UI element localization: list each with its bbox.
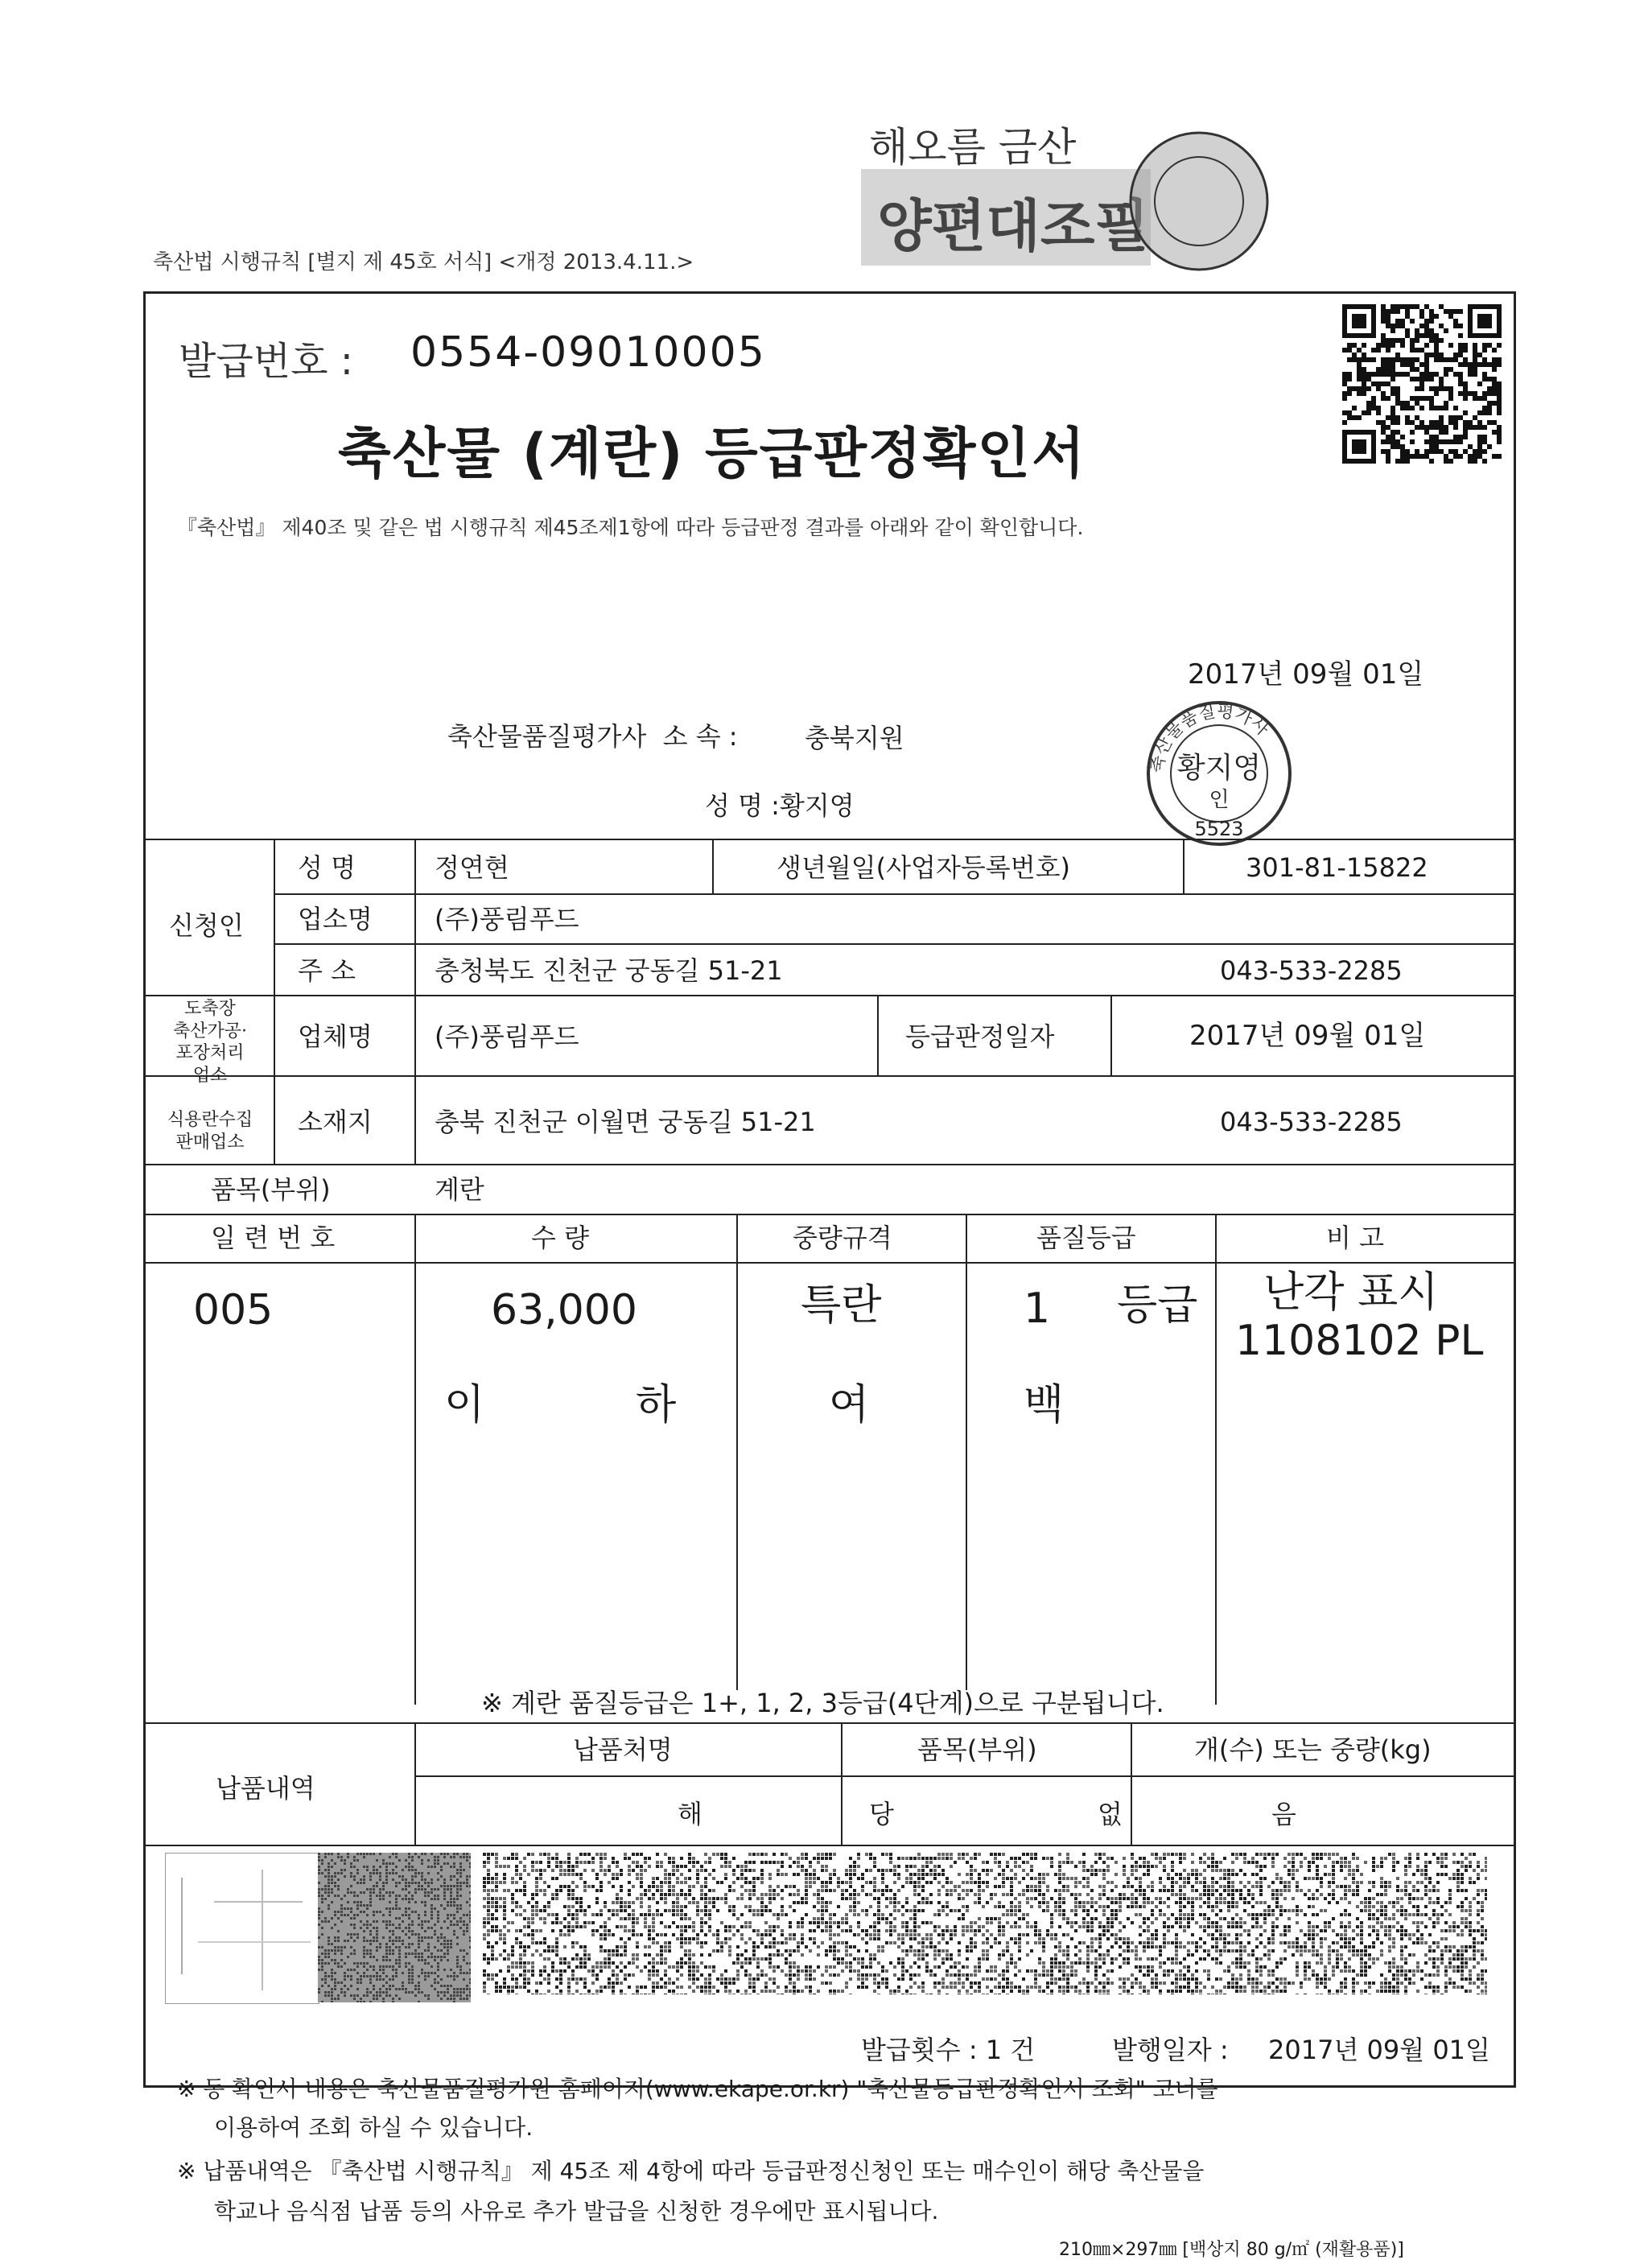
table-line — [1110, 995, 1112, 1075]
security-barcode — [318, 1853, 471, 2002]
grade-unit: 등급 — [1117, 1281, 1198, 1330]
issue-date: 2017년 09월 01일 — [1188, 658, 1424, 691]
paper-spec: 210㎜×297㎜ [백상지 80 g/㎡ (재활용품)] — [1059, 2240, 1404, 2260]
facility-label-line: 포장처리 — [175, 1043, 245, 1063]
form-reference: 축산법 시행규칙 [별지 제 45호 서식] <개정 2013.4.11.> — [153, 250, 694, 274]
top-stamp-line2: 양편대조필 — [877, 193, 1150, 259]
table-line — [877, 995, 879, 1075]
table-line — [274, 893, 1516, 895]
table-line — [143, 995, 1516, 996]
table-line — [414, 1722, 416, 1845]
delivery-fill-char: 당 — [869, 1799, 894, 1829]
fill-char: 여 — [829, 1381, 870, 1429]
business-name: (주)풍림푸드 — [435, 904, 579, 934]
top-stamp-line1: 해오름 금산 — [869, 124, 1077, 171]
table-line — [143, 1164, 1516, 1165]
item-label: 품목(부위) — [211, 1174, 331, 1205]
inspector-affiliation: 충북지원 — [805, 723, 904, 753]
fill-char: 하 — [636, 1381, 677, 1429]
table-line — [143, 1214, 1516, 1215]
fill-char: 이 — [444, 1381, 485, 1429]
delivery-label: 납품내역 — [216, 1773, 315, 1804]
qr-code — [1342, 304, 1502, 465]
delivery-header-amount: 개(수) 또는 중량(kg) — [1194, 1734, 1432, 1765]
security-noise-band — [483, 1853, 1487, 1994]
applicant-section-label: 신청인 — [169, 910, 244, 941]
footnote-1-line2: 이용하여 조회 하실 수 있습니다. — [214, 2114, 534, 2141]
table-line — [143, 1075, 1516, 1077]
table-line — [143, 1845, 1516, 1846]
business-label: 업소명 — [298, 904, 373, 934]
grade-number: 1 — [1024, 1285, 1051, 1333]
header-weight: 중량규격 — [793, 1223, 892, 1253]
birth-label: 생년월일(사업자등록번호) — [777, 852, 1071, 883]
name-label: 성 명 — [298, 852, 356, 883]
remark-line1: 난각 표시 — [1263, 1268, 1439, 1317]
table-line — [414, 1214, 416, 1705]
issuance-count: 발급횟수 : 1 건 — [861, 2035, 1036, 2065]
delivery-header-destination: 납품처명 — [573, 1734, 673, 1765]
company-name: (주)풍림푸드 — [435, 1021, 579, 1052]
inspector-name-value: 황지영 — [779, 790, 855, 821]
inspector-name — [705, 786, 855, 823]
table-line — [274, 943, 1516, 945]
affiliation-label: 소 속 : — [662, 721, 738, 752]
table-line — [736, 1214, 738, 1705]
table-line — [712, 839, 714, 893]
header-quantity: 수 량 — [531, 1223, 589, 1253]
applicant-name: 정연현 — [435, 852, 509, 883]
company-label: 업체명 — [298, 1021, 373, 1052]
retail-phone: 043-533-2285 — [1220, 1107, 1403, 1137]
grading-date: 2017년 09월 01일 — [1189, 1020, 1426, 1052]
issue-number-label: 발급번호 : — [179, 339, 353, 384]
birth-value: 301-81-15822 — [1246, 852, 1428, 883]
table-line — [414, 839, 416, 1165]
table-line — [143, 839, 1516, 840]
seal-mark: 인 — [1209, 788, 1230, 812]
intro-text: 『축산법』 제40조 및 같은 법 시행규칙 제45조제1항에 따라 등급판정 결과를 아래와 같이 확인합니다. — [177, 516, 1084, 539]
security-pattern-box — [165, 1853, 319, 2004]
table-line — [143, 1262, 1516, 1264]
delivery-fill-char: 없 — [1098, 1799, 1123, 1829]
quantity-value: 63,000 — [491, 1286, 637, 1334]
table-line — [1131, 1722, 1132, 1845]
table-line — [966, 1214, 967, 1705]
issuance-date: 2017년 09월 01일 — [1268, 2035, 1490, 2065]
fill-char: 백 — [1024, 1381, 1065, 1429]
delivery-fill-char: 음 — [1271, 1799, 1296, 1829]
table-line — [274, 839, 275, 1165]
delivery-fill-char: 해 — [678, 1799, 702, 1829]
retail-label-line: 판매업소 — [175, 1132, 245, 1153]
facility-label-line: 업소 — [192, 1065, 228, 1086]
applicant-phone: 043-533-2285 — [1220, 955, 1403, 986]
table-line — [1215, 1214, 1217, 1705]
facility-label-line: 축산가공· — [172, 1021, 247, 1041]
seal-text-arc: 축산물품질평가사 — [1147, 701, 1273, 774]
remark-line2: 1108102 PL — [1235, 1317, 1484, 1365]
certificate-frame — [143, 291, 1516, 2088]
header-grade: 품질등급 — [1036, 1223, 1136, 1253]
item-value: 계란 — [435, 1174, 484, 1205]
facility-label-line: 도축장 — [184, 999, 236, 1019]
serial-number: 005 — [193, 1286, 274, 1334]
footnote-1-line1: ※ 동 확인서 내용은 축산물품질평가원 홈페이지(www.ekape.or.kr) "축산물등급판정확인서 조회" 코너를 — [177, 2076, 1218, 2102]
table-line — [414, 1775, 1516, 1777]
retail-label-line: 식용란수집 — [167, 1110, 253, 1130]
location-label: 소재지 — [298, 1107, 373, 1137]
retail-location: 충북 진천군 이월면 궁동길 51-21 — [435, 1107, 816, 1137]
address-label: 주 소 — [298, 955, 356, 986]
footnote-2-line1: ※ 납품내역은 『축산법 시행규칙』 제 45조 제 4항에 따라 등급판정신청인 또는 매수인이 해당 축산물을 — [177, 2158, 1205, 2184]
inspector-role — [447, 716, 738, 753]
table-line — [1183, 839, 1184, 893]
seal-name: 황지영 — [1176, 752, 1262, 785]
issuance-date-label: 발행일자 : — [1112, 2035, 1229, 2065]
delivery-header-item: 품목(부위) — [917, 1734, 1037, 1765]
inspector-seal — [1143, 697, 1296, 850]
weight-spec: 특란 — [801, 1281, 882, 1330]
table-line — [143, 1722, 1516, 1724]
header-remarks: 비 고 — [1326, 1223, 1384, 1253]
page-title: 축산물 (계란) 등급판정확인서 — [338, 423, 1086, 486]
issue-number: 0554-09010005 — [410, 328, 766, 377]
retail-section-label — [150, 1109, 270, 1153]
applicant-address: 충청북도 진천군 궁동길 51-21 — [435, 955, 783, 986]
facility-section-label — [150, 998, 270, 1087]
grade-note: ※ 계란 품질등급은 1+, 1, 2, 3등급(4단계)으로 구분됩니다. — [478, 1690, 1168, 1716]
inspector-role-text: 축산물품질평가사 — [447, 721, 647, 752]
seal-number: 5523 — [1194, 818, 1244, 840]
table-line — [841, 1722, 843, 1845]
header-serial: 일 련 번 호 — [211, 1223, 336, 1253]
grading-date-label: 등급판정일자 — [905, 1021, 1055, 1052]
top-stamp — [853, 113, 1288, 274]
inspector-name-label: 성 명 : — [705, 790, 780, 821]
footnote-2-line2: 학교나 음식점 납품 등의 사유로 추가 발급을 신청한 경우에만 표시됩니다. — [214, 2198, 939, 2225]
